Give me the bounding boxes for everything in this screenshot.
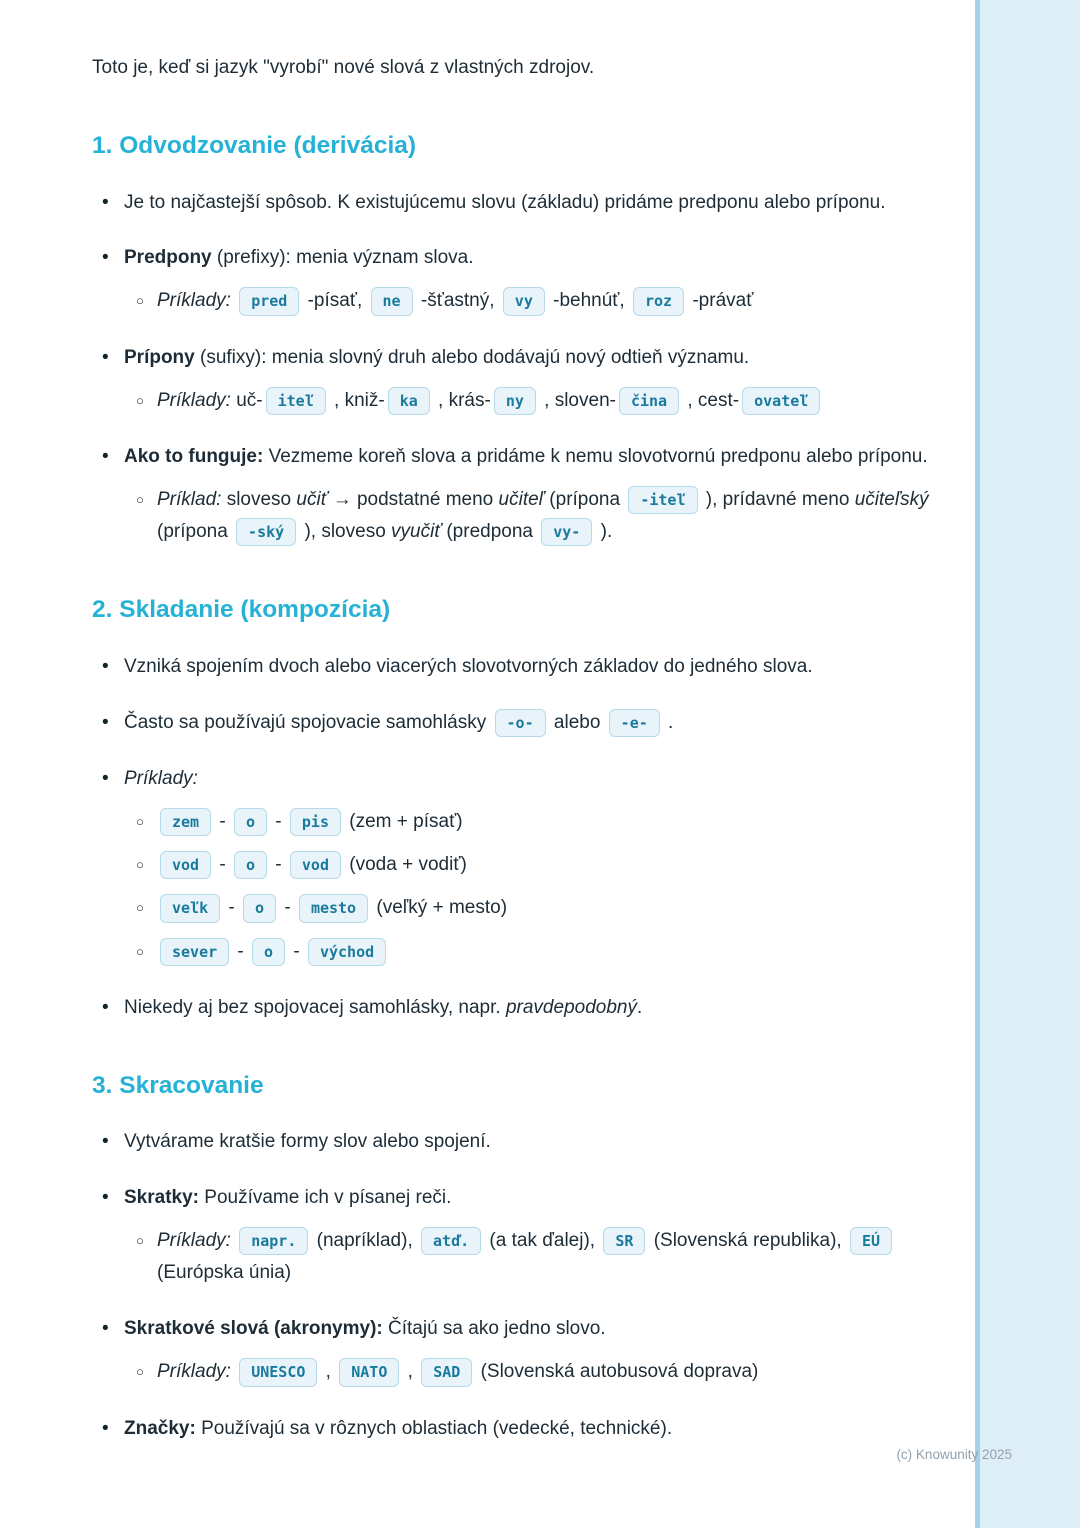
text-run: -právať <box>687 290 754 312</box>
bold-text: Skratky: <box>124 1187 199 1209</box>
bullet-marker: • <box>102 247 109 269</box>
bullet-text <box>157 1225 940 1289</box>
bullet-item <box>92 1413 940 1445</box>
bullet-text <box>157 484 940 549</box>
text-run: Často sa používajú spojovacie samohlásky <box>124 711 492 733</box>
bullet-marker: • <box>102 767 109 789</box>
text-run: (sufixy): menia slovný druh alebo dodávajú nový odtieň významu. <box>194 346 750 368</box>
code-badge: zem <box>160 808 211 836</box>
code-badge: pred <box>239 287 299 315</box>
code-badge: -o- <box>495 709 546 737</box>
text-run: (prípona <box>157 520 234 542</box>
italic-text: Príklady: <box>157 1361 237 1383</box>
code-badge: -iteľ <box>628 486 697 514</box>
text-run: Je to najčastejší spôsob. K existujúcemu slovu (základu) pridáme predponu alebo príponu. <box>124 191 886 213</box>
bullet-item <box>92 992 940 1024</box>
text-run: - <box>270 854 287 876</box>
text-run: - <box>232 940 250 962</box>
text-run: ), sloveso <box>299 520 392 542</box>
text-run: (Európska únia) <box>157 1262 292 1284</box>
circle-marker: ○ <box>136 900 144 916</box>
bullet-item <box>92 1126 940 1158</box>
text-run: ), prídavné meno <box>700 488 855 510</box>
code-badge: o <box>234 851 267 879</box>
bullet-text <box>124 992 940 1024</box>
text-run: (voda + vodiť) <box>344 854 467 876</box>
code-badge: sever <box>160 938 229 966</box>
bullet-marker: • <box>102 1318 109 1340</box>
italic-text: Príklady: <box>157 1230 237 1252</box>
paragraph <box>92 52 940 84</box>
text-run: (veľký + mesto) <box>371 897 508 919</box>
italic-text: pravdepodobný <box>505 996 637 1018</box>
code-badge: SAD <box>421 1358 472 1386</box>
bullet-marker: • <box>102 346 109 368</box>
bullet-item <box>92 342 940 374</box>
text-run: -behnúť, <box>547 290 630 312</box>
code-badge: čina <box>619 387 679 415</box>
text-run: Vezmeme koreň slova a pridáme k nemu slovotvornú predponu alebo príponu. <box>263 445 928 467</box>
circle-marker: ○ <box>136 491 144 507</box>
section-heading <box>92 1071 940 1102</box>
text-run: Vytvárame kratšie formy slov alebo spojení. <box>124 1131 491 1153</box>
bullet-text <box>157 892 940 924</box>
bullet-marker: • <box>102 1417 109 1439</box>
text-run: (zem + písať) <box>344 810 463 832</box>
code-badge: roz <box>633 287 684 315</box>
bold-text: Skratkové slová (akronymy): <box>124 1318 383 1340</box>
bold-text: Značky: <box>124 1417 196 1439</box>
bold-text: Prípony <box>124 346 195 368</box>
bullet-item <box>92 763 940 795</box>
bullet-item <box>92 441 940 473</box>
code-badge: atď. <box>421 1227 481 1255</box>
text-run: Čítajú sa ako jedno slovo. <box>382 1318 606 1340</box>
bullet-marker: • <box>102 1131 109 1153</box>
bullet-text <box>157 1356 940 1388</box>
code-badge: -e- <box>609 709 660 737</box>
bullet-marker: • <box>102 191 109 213</box>
text-run: , kniž- <box>328 389 385 411</box>
text-run: (a tak ďalej), <box>484 1230 601 1252</box>
bullet-text <box>124 651 940 683</box>
bullet-text <box>157 285 940 317</box>
bold-text: Ako to funguje: <box>124 445 264 467</box>
text-run: - <box>223 897 241 919</box>
code-badge: UNESCO <box>239 1358 317 1386</box>
text-run: ). <box>595 520 613 542</box>
italic-text: Príklad: <box>157 488 222 510</box>
bullet-text <box>124 342 940 374</box>
text-run: , krás- <box>432 389 491 411</box>
text-run: 2. Skladanie (kompozícia) <box>92 596 391 624</box>
text-run: Vzniká spojením dvoch alebo viacerých slovotvorných základov do jedného slova. <box>124 655 813 677</box>
bullet-marker: • <box>102 996 109 1018</box>
italic-text: učiteľ <box>498 488 545 510</box>
bullet-marker: • <box>102 711 109 733</box>
bullet-text <box>124 187 940 219</box>
text-run: Používame ich v písanej reči. <box>199 1187 452 1209</box>
text-run: (Slovenská republika), <box>648 1230 847 1252</box>
sub-bullet-item <box>92 806 940 838</box>
watermark: (c) Knowunity 2025 <box>896 1447 1012 1462</box>
italic-text: Príklady: <box>157 389 237 411</box>
code-badge: veľk <box>160 894 220 922</box>
italic-text: Príklady: <box>124 767 198 789</box>
circle-marker: ○ <box>136 1364 144 1380</box>
sub-bullet-item <box>92 484 940 549</box>
code-badge: ny <box>494 387 536 415</box>
background-panel <box>980 0 1080 1528</box>
bullet-item <box>92 187 940 219</box>
circle-marker: ○ <box>136 392 144 408</box>
text-run: , <box>320 1361 337 1383</box>
code-badge: o <box>252 938 285 966</box>
bullet-text <box>124 1413 940 1445</box>
bullet-text <box>124 1182 940 1214</box>
section-heading <box>92 131 940 162</box>
code-badge: napr. <box>239 1227 308 1255</box>
italic-text: učiteľský <box>854 488 929 510</box>
text-run: , cest- <box>682 389 740 411</box>
sub-bullet-item <box>92 1225 940 1289</box>
text-run: 1. Odvodzovanie (derivácia) <box>92 131 417 159</box>
code-badge: ka <box>388 387 430 415</box>
code-badge: NATO <box>339 1358 399 1386</box>
bullet-text <box>124 763 940 795</box>
text-run: . <box>636 996 643 1018</box>
text-run: (Slovenská autobusová doprava) <box>475 1361 759 1383</box>
text-run: . <box>662 711 674 733</box>
bullet-item <box>92 707 940 739</box>
code-badge: ovateľ <box>742 387 820 415</box>
bullet-item <box>92 651 940 683</box>
bullet-text <box>157 849 940 881</box>
code-badge: ne <box>371 287 413 315</box>
text-run: , sloven- <box>538 389 616 411</box>
text-run: alebo <box>548 711 606 733</box>
bullet-marker: • <box>102 1187 109 1209</box>
text-run: Používajú sa v rôznych oblastiach (vedecké, technické). <box>195 1417 673 1439</box>
text-run: Niekedy aj bez spojovacej samohlásky, napr. <box>124 996 506 1018</box>
text-run: → podstatné meno <box>327 488 499 510</box>
sub-bullet-item <box>92 849 940 881</box>
bullet-text <box>157 936 940 968</box>
bullet-text <box>124 1126 940 1158</box>
section-heading <box>92 595 940 626</box>
bold-text: Predpony <box>124 247 212 269</box>
italic-text: Príklady: <box>157 290 237 312</box>
text-run: 3. Skracovanie <box>92 1071 264 1099</box>
text-run: - <box>279 897 296 919</box>
circle-marker: ○ <box>136 857 144 873</box>
code-badge: -ský <box>236 518 296 546</box>
text-run: (napríklad), <box>311 1230 419 1252</box>
italic-text: učiť <box>296 488 328 510</box>
text-run: - <box>214 810 231 832</box>
code-badge: východ <box>308 938 386 966</box>
circle-marker: ○ <box>136 293 144 309</box>
text-run: uč- <box>236 389 263 411</box>
text-run: (prípona <box>544 488 626 510</box>
bullet-text <box>157 806 940 838</box>
text-run: , <box>402 1361 419 1383</box>
bullet-item <box>92 242 940 274</box>
bullet-marker: • <box>102 445 109 467</box>
text-run: sloveso <box>221 488 297 510</box>
text-run: (prefixy): menia význam slova. <box>211 247 474 269</box>
code-badge: o <box>243 894 276 922</box>
code-badge: vy- <box>541 518 592 546</box>
bullet-item <box>92 1182 940 1214</box>
sub-bullet-item <box>92 892 940 924</box>
code-badge: o <box>234 808 267 836</box>
text-run: - <box>214 854 231 876</box>
bullet-text <box>124 441 940 473</box>
code-badge: vod <box>160 851 211 879</box>
code-badge: pis <box>290 808 341 836</box>
circle-marker: ○ <box>136 1233 144 1249</box>
bullet-text <box>124 1313 940 1345</box>
document-content <box>92 52 940 1444</box>
code-badge: SR <box>603 1227 645 1255</box>
text-run: - <box>270 810 287 832</box>
bullet-text <box>157 385 940 417</box>
circle-marker: ○ <box>136 813 144 829</box>
code-badge: EÚ <box>850 1227 892 1255</box>
text-run: -písať, <box>302 290 368 312</box>
sub-bullet-item <box>92 936 940 968</box>
code-badge: vod <box>290 851 341 879</box>
text-run: Toto je, keď si jazyk "vyrobí" nové slová z vlastných zdrojov. <box>92 57 595 78</box>
code-badge: mesto <box>299 894 368 922</box>
text-run: -šťastný, <box>415 290 500 312</box>
bullet-text <box>124 242 940 274</box>
bullet-text <box>124 707 940 739</box>
sub-bullet-item <box>92 285 940 317</box>
italic-text: vyučiť <box>391 520 442 542</box>
code-badge: iteľ <box>266 387 326 415</box>
circle-marker: ○ <box>136 943 144 959</box>
sub-bullet-item <box>92 385 940 417</box>
code-badge: vy <box>503 287 545 315</box>
bullet-marker: • <box>102 655 109 677</box>
sub-bullet-item <box>92 1356 940 1388</box>
text-run: - <box>288 940 305 962</box>
text-run: (predpona <box>441 520 539 542</box>
bullet-item <box>92 1313 940 1345</box>
